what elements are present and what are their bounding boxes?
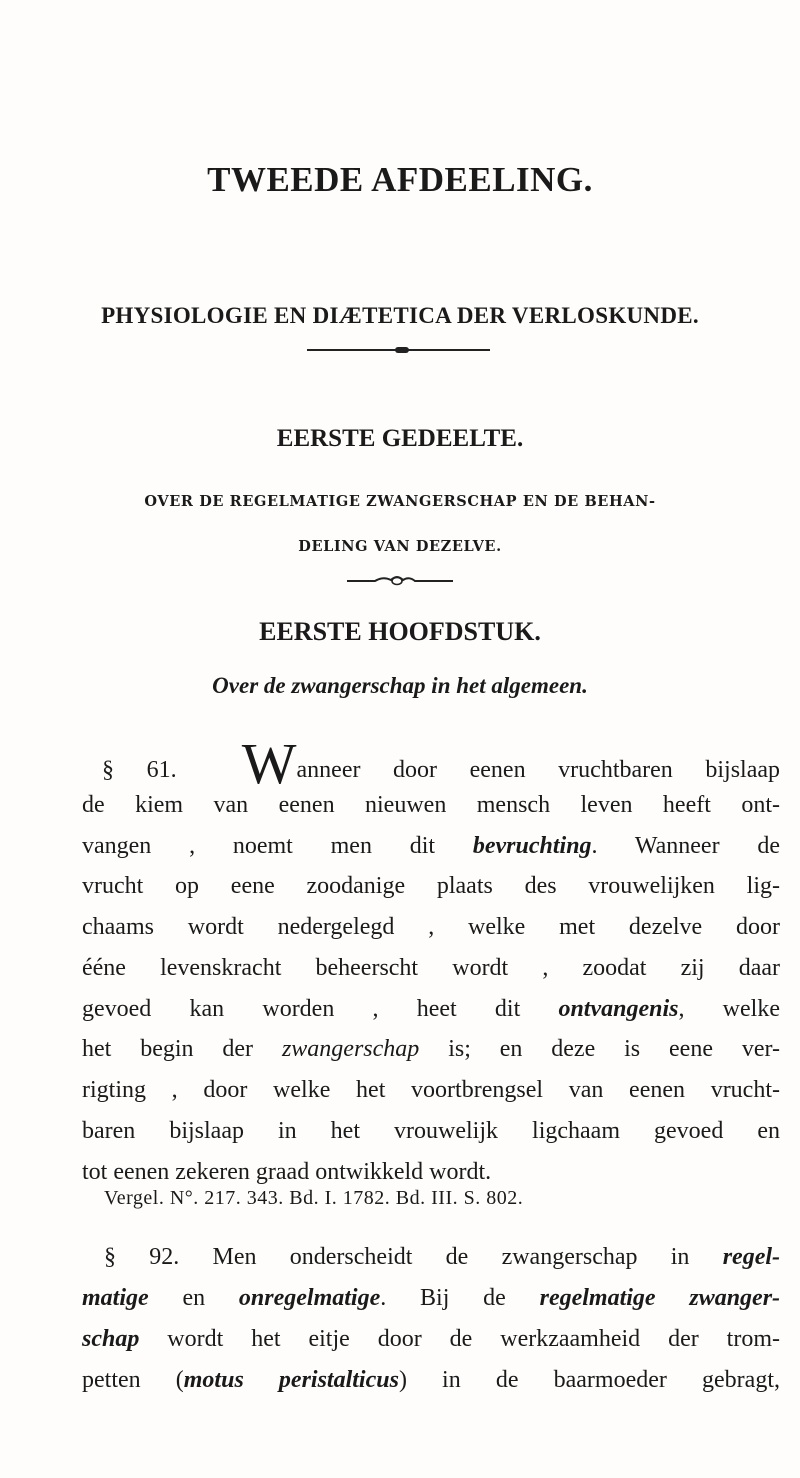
chapter-title: Over de zwangerschap in het algemeen. — [212, 673, 588, 698]
section-number: § 92. — [104, 1244, 180, 1270]
part-description-line-2: DELING VAN DEZELVE. — [298, 538, 502, 555]
paragraph-61-line: vrucht op eene zoodanige plaats des vrouwelijken lig- — [82, 873, 780, 899]
reference-note: Vergel. N°. 217. 343. Bd. I. 1782. Bd. III. S. 802. — [104, 1187, 524, 1209]
paragraph-61-line: baren bijslaap in het vrouwelijk ligchaam gevoed en — [82, 1118, 780, 1144]
part-description-line-1: OVER DE REGELMATIGE ZWANGERSCHAP EN DE BEHAN- — [144, 493, 656, 510]
paragraph-61-line: rigting , door welke het voortbrengsel van eenen vrucht- — [82, 1077, 780, 1103]
drop-cap: W — [241, 731, 297, 796]
ornament-divider — [345, 572, 455, 588]
paragraph-61-line: § 61. Wanneer door eenen vruchtbaren bijslaap — [102, 731, 781, 796]
paragraph-92-line: § 92. Men onderscheidt de zwangerschap in regel- — [104, 1244, 781, 1270]
paragraph-61-line: de kiem van eenen nieuwen mensch leven heeft ont- — [82, 792, 780, 818]
paragraph-61-line: tot eenen zekeren graad ontwikkeld wordt. — [82, 1159, 492, 1185]
chapter-heading: EERSTE HOOFDSTUK. — [259, 617, 541, 646]
part-heading: EERSTE GEDEELTE. — [276, 425, 524, 452]
paragraph-61-line: ééne levenskracht beheerscht wordt , zoodat zij daar — [82, 955, 780, 981]
paragraph-61-line: chaams wordt nedergelegd , welke met dezelve door — [82, 914, 780, 940]
division-heading: TWEEDE AFDEELING. — [207, 160, 593, 199]
paragraph-92-line: matige en onregelmatige. Bij de regelmatige zwanger- — [82, 1285, 781, 1311]
paragraph-61-line: het begin der zwangerschap is; en deze is eene ver- — [82, 1036, 781, 1062]
paragraph-61-line: vangen , noemt men dit bevruchting. Wanneer de — [82, 833, 781, 859]
paragraph-92-line: petten (motus peristalticus) in de baarmoeder gebragt, — [82, 1367, 780, 1393]
subtitle-heading: PHYSIOLOGIE EN DIÆTETICA DER VERLOSKUNDE. — [101, 303, 699, 328]
paragraph-61-line: gevoed kan worden , heet dit ontvangenis, welke — [82, 996, 780, 1022]
section-number: § 61. — [102, 757, 177, 783]
paragraph-92-line: schap wordt het eitje door de werkzaamheid der trom- — [82, 1326, 780, 1352]
divider-rule — [307, 349, 490, 351]
